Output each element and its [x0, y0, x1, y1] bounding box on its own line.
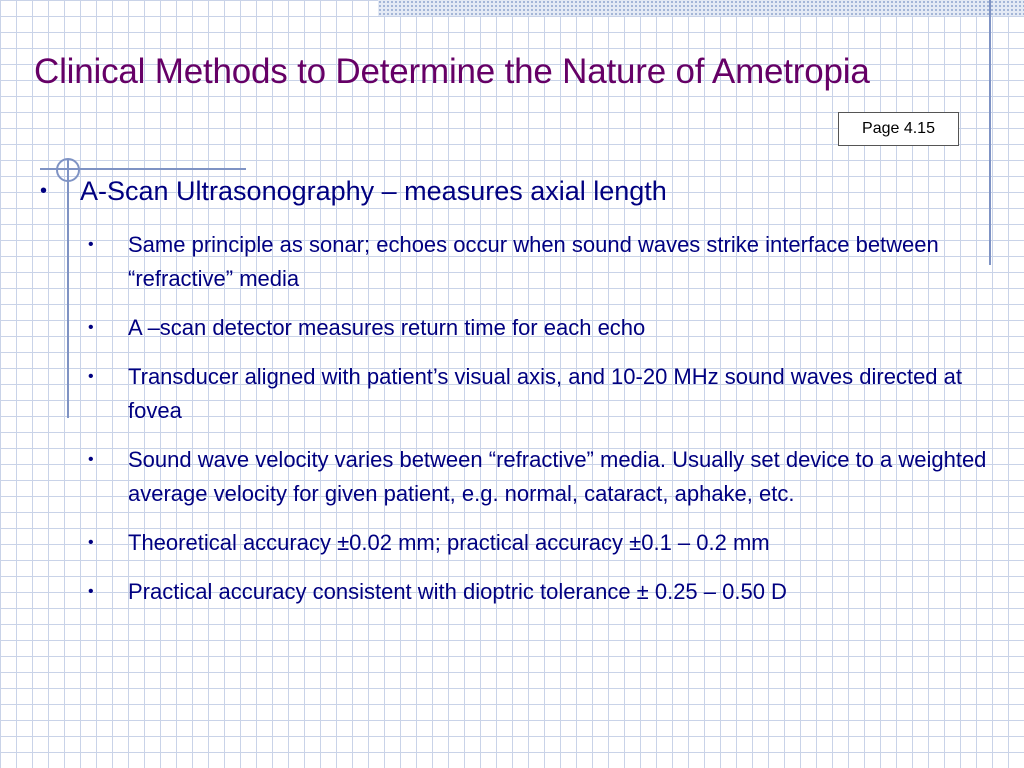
sub-bullet-item [88, 311, 998, 345]
decorative-ring [56, 158, 80, 182]
sub-bullet-list [88, 228, 998, 624]
bullet-marker: • [88, 368, 94, 385]
sub-bullet-item [88, 443, 998, 511]
sub-bullet-item [88, 228, 998, 296]
slide-title: Clinical Methods to Determine the Nature of Ametropia [34, 52, 870, 91]
sub-bullet-text: Transducer aligned with patient’s visual axis, and 10-20 MHz sound waves directed at fovea [128, 364, 963, 423]
sub-bullet-text: A –scan detector measures return time for each echo [128, 315, 646, 340]
bullet-marker: • [88, 451, 94, 468]
sub-bullet-text: Practical accuracy consistent with dioptric tolerance ± 0.25 – 0.50 D [128, 579, 787, 604]
decorative-dot-band [378, 0, 1024, 16]
bullet-marker: • [88, 534, 94, 551]
main-bullet-text: A-Scan Ultrasonography – measures axial length [80, 176, 667, 206]
sub-bullet-item [88, 575, 998, 609]
bullet-marker: • [88, 236, 94, 253]
sub-bullet-text: Same principle as sonar; echoes occur when sound waves strike interface between “refractive” media [128, 232, 939, 291]
bullet-marker: • [40, 180, 48, 202]
page-number-box [838, 112, 959, 146]
sub-bullet-item [88, 360, 998, 428]
decorative-vertical-line-right [989, 0, 991, 265]
sub-bullet-item [88, 526, 998, 560]
sub-bullet-text: Theoretical accuracy ±0.02 mm; practical accuracy ±0.1 – 0.2 mm [128, 530, 770, 555]
sub-bullet-text: Sound wave velocity varies between “refractive” media. Usually set device to a weighted average velocity for given patient, e.g. normal, cataract, aphake, etc. [128, 447, 987, 506]
bullet-marker: • [88, 583, 94, 600]
bullet-marker: • [88, 319, 94, 336]
decorative-vertical-line-left [67, 160, 69, 418]
page-number-label: Page 4.15 [862, 120, 935, 137]
